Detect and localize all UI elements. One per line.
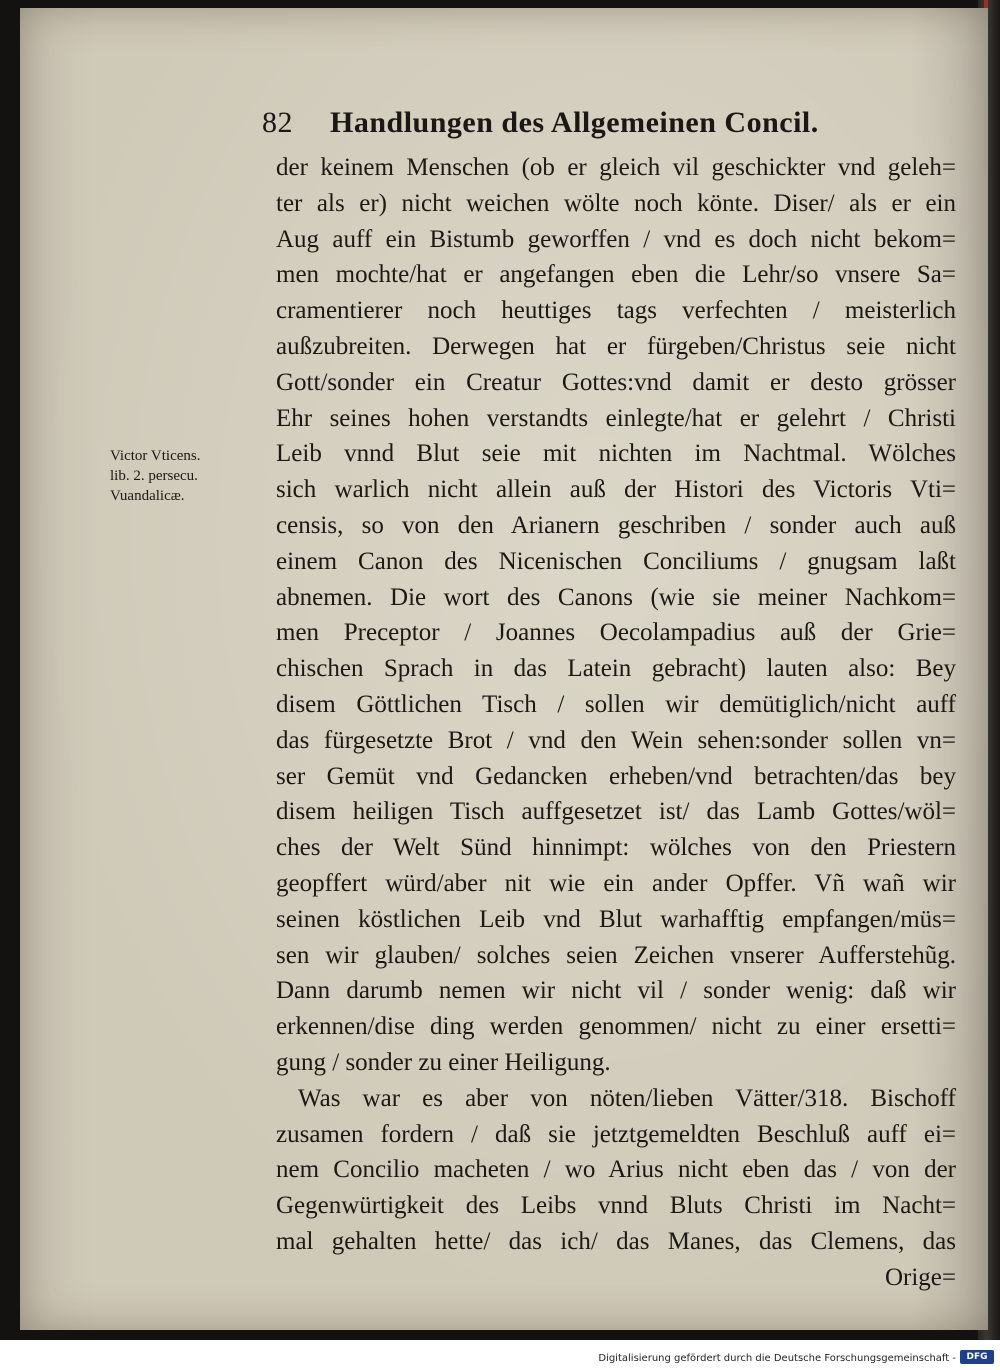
- funding-credit: Digitalisierung gefördert durch die Deutsche Forschungsgemeinschaft -: [598, 1353, 956, 1364]
- text-line: Aug auff ein Bistumb geworffen / vnd es doch nicht bekom=: [276, 225, 956, 253]
- text-line: disem Göttlichen Tisch / sollen wir demütiglich/nicht auff: [276, 690, 956, 718]
- running-head: Handlungen des Allgemeinen Concil.: [330, 106, 819, 139]
- page-header: [262, 106, 862, 146]
- marginal-line: Vuandalicæ.: [110, 488, 185, 504]
- text-line: das fürgesetzte Brot / vnd den Wein sehen:sonder sollen vn=: [276, 726, 956, 754]
- text-line: geopffert würd/aber nit wie ein ander Opffer. Vñ wañ wir: [276, 869, 956, 897]
- catchword: Orige=: [884, 1263, 956, 1291]
- body-text: [276, 150, 956, 1296]
- text-line: Leib vnnd Blut seie mit nichten im Nachtmal. Wölches: [276, 440, 956, 468]
- text-line: der keinem Menschen (ob er gleich vil geschickter vnd geleh=: [276, 154, 956, 181]
- text-line: sen wir glauben/ solches seien Zeichen vnserer Aufferstehũg.: [276, 941, 956, 969]
- text-line: einem Canon des Nicenischen Conciliums / gnugsam laßt: [276, 547, 956, 575]
- text-line: Dann darumb nemen wir nicht vil / sonder wenig: daß wir: [276, 977, 956, 1005]
- text-line: Gegenwürtigkeit des Leibs vnnd Bluts Christi im Nacht=: [276, 1192, 956, 1220]
- text-line: zusamen fordern / daß sie jetztgemeldten Beschluß auff ei=: [276, 1120, 956, 1148]
- text-line: cramentierer noch heuttiges tags verfechten / meisterlich: [276, 297, 956, 325]
- text-line: gung / sonder zu einer Heiligung.: [276, 1048, 611, 1076]
- text-line: ches der Welt Sünd hinnimpt: wölches von den Priestern: [276, 834, 956, 862]
- text-line: Ehr seines hohen verstandts einlegte/hat er gelehrt / Christi: [276, 404, 956, 432]
- dfg-logo: DFG: [960, 1350, 994, 1364]
- text-line: erkennen/dise ding werden genommen/ nicht zu einer ersetti=: [276, 1013, 956, 1041]
- marginal-note: [110, 446, 260, 506]
- text-line: Was war es aber von nöten/lieben Vätter/318. Bischoff: [298, 1084, 956, 1112]
- text-line: außzubreiten. Derwegen hat er fürgeben/Christus seie nicht: [276, 332, 956, 360]
- text-line: ter als er) nicht weichen wölte noch könte. Diser/ als er ein: [276, 189, 956, 217]
- text-line: abnemen. Die wort des Canons (wie sie meiner Nachkom=: [276, 583, 956, 611]
- text-line: men mochte/hat er angefangen eben die Lehr/so vnsere Sa=: [276, 261, 956, 289]
- text-line: nem Concilio macheten / wo Arius nicht eben das / von der: [276, 1156, 956, 1184]
- text-line: mal gehalten hette/ das ich/ das Manes, das Clemens, das: [276, 1227, 956, 1255]
- text-line: disem heiligen Tisch auffgesetzet ist/ das Lamb Gottes/wöl=: [276, 798, 956, 826]
- page-number: 82: [262, 106, 293, 139]
- text-line: chischen Sprach in das Latein gebracht) lauten also: Bey: [276, 655, 956, 683]
- marginal-line: Victor Vticens.: [110, 448, 201, 464]
- text-line: Gott/sonder ein Creatur Gottes:vnd damit er desto grösser: [276, 368, 956, 396]
- marginal-line: lib. 2. persecu.: [110, 468, 198, 484]
- text-line: censis, so von den Arianern geschriben / sonder auch auß: [276, 511, 956, 539]
- text-line: men Preceptor / Joannes Oecolampadius auß der Grie=: [276, 619, 956, 647]
- text-line: sich warlich nicht allein auß der Histori des Victoris Vti=: [276, 476, 956, 504]
- text-line: seinen köstlichen Leib vnd Blut warhafftig empfangen/müs=: [276, 905, 956, 933]
- text-line: ser Gemüt vnd Gedancken erheben/vnd betrachten/das bey: [276, 762, 956, 790]
